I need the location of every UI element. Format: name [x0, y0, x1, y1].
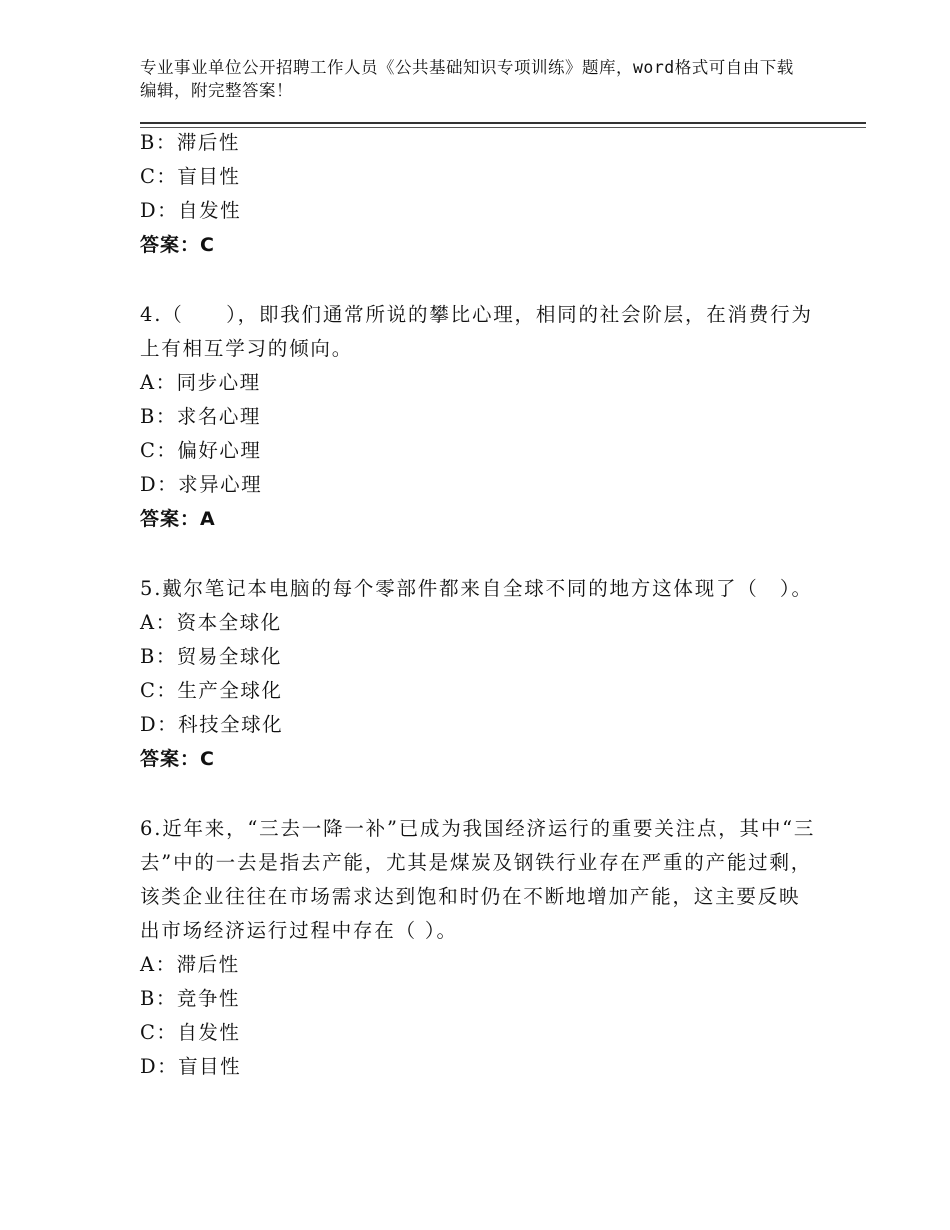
option-a: A：滞后性 — [140, 953, 240, 976]
option-b: B：贸易全球化 — [140, 645, 282, 668]
option-b: B：求名心理 — [140, 405, 261, 428]
question-6 — [140, 812, 820, 1084]
option-c: C：偏好心理 — [140, 439, 262, 462]
option-d: D：求异心理 — [140, 473, 263, 496]
answer-line: 答案：C — [140, 234, 215, 256]
option-d: D：自发性 — [140, 199, 242, 222]
option-c: C：生产全球化 — [140, 679, 283, 702]
question-stem: 4.（ ），即我们通常所说的攀比心理，相同的社会阶层，在消费行为上有相互学习的倾向。 — [140, 303, 813, 360]
answer-line: 答案：C — [140, 748, 215, 770]
header-rule-thick — [140, 122, 866, 124]
carryover-question — [140, 126, 820, 262]
option-d: D：盲目性 — [140, 1055, 242, 1078]
question-stem: 5.戴尔笔记本电脑的每个零部件都来自全球不同的地方这体现了（ ）。 — [140, 577, 813, 600]
option-a: A：资本全球化 — [140, 611, 282, 634]
question-stem: 6.近年来，“三去一降一补”已成为我国经济运行的重要关注点，其中“三去”中的一去是指去产能，尤其是煤炭及钢铁行业存在严重的产能过剩，该类企业往往在市场需求达到饱和时仍在不断地增加产能，这主要反映出市场经济运行过程中存在（ ）。 — [140, 817, 816, 942]
question-5 — [140, 572, 820, 776]
question-content — [140, 126, 820, 1084]
question-4 — [140, 298, 820, 536]
option-c: C：盲目性 — [140, 165, 241, 188]
option-c: C：自发性 — [140, 1021, 241, 1044]
option-d: D：科技全球化 — [140, 713, 284, 736]
option-a: A：同步心理 — [140, 371, 261, 394]
answer-line: 答案：A — [140, 508, 216, 530]
option-b: B：竞争性 — [140, 987, 240, 1010]
option-b: B：滞后性 — [140, 131, 240, 154]
page-header: 专业事业单位公开招聘工作人员《公共基础知识专项训练》题库，word格式可自由下载编辑，附完整答案！ — [140, 58, 794, 100]
